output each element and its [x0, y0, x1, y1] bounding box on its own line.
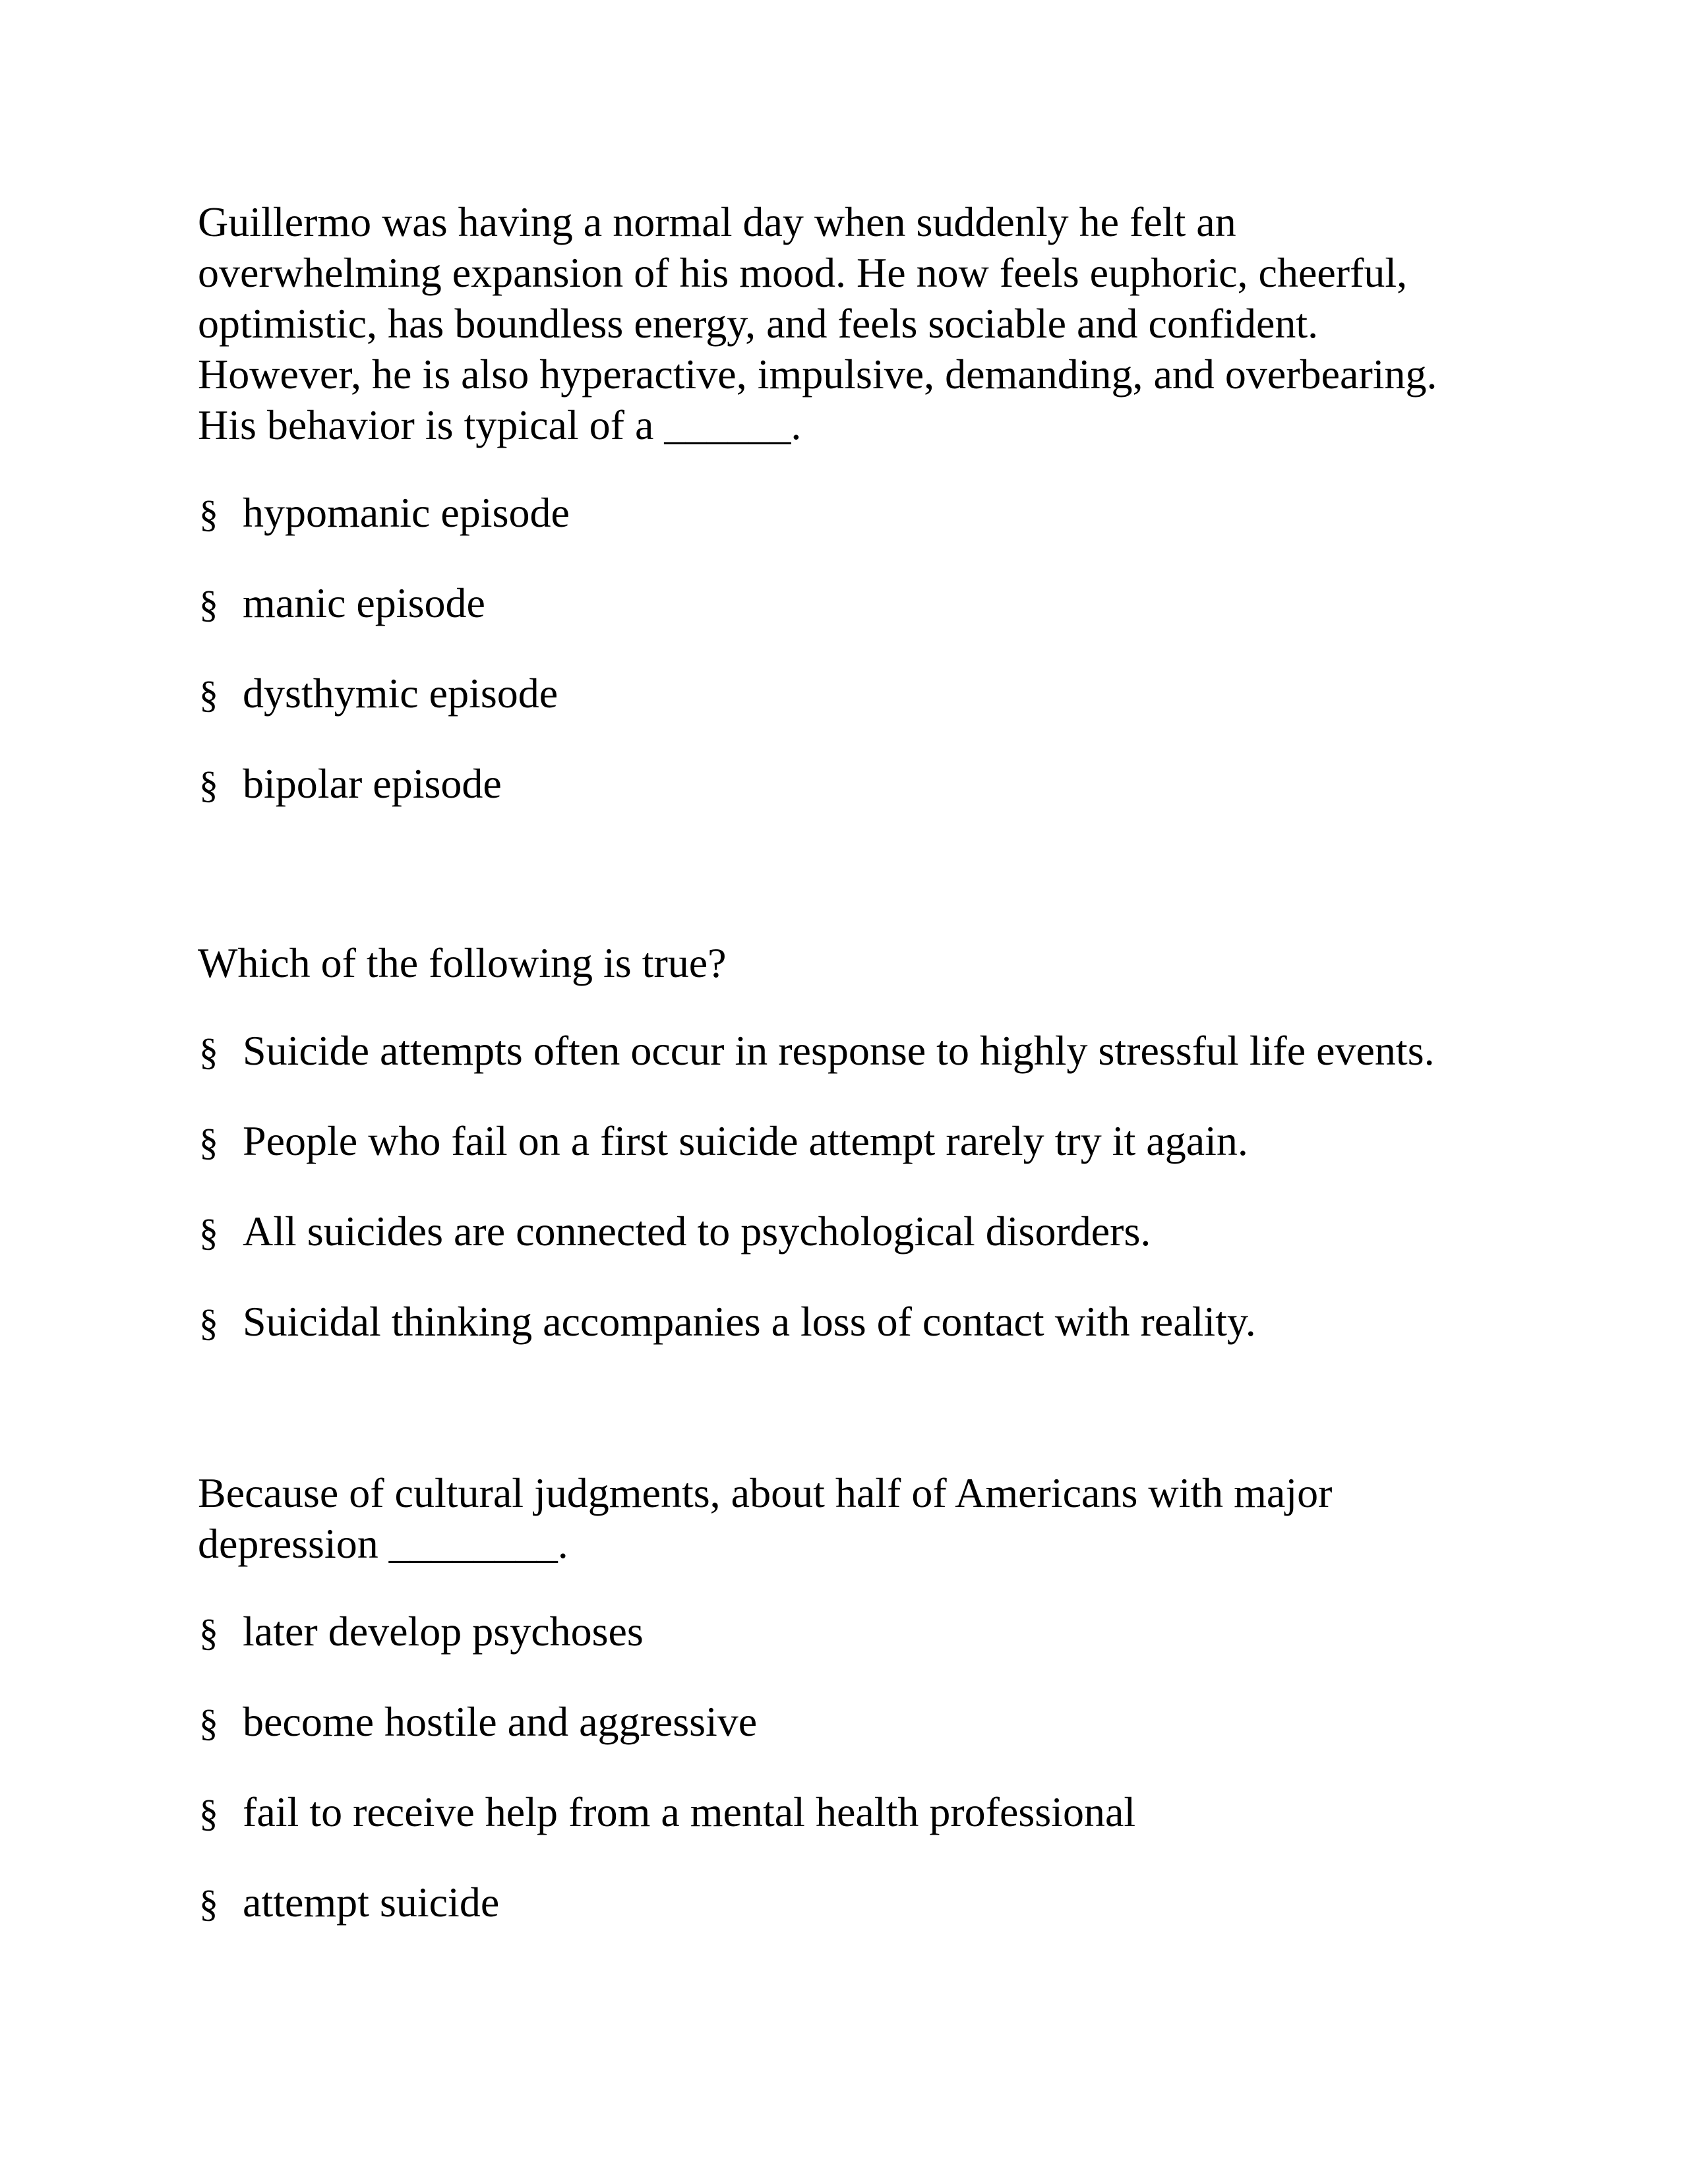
option-text: later develop psychoses — [243, 1608, 644, 1655]
option-text: bipolar episode — [243, 760, 502, 807]
section-sign-bullet-icon: § — [199, 673, 218, 716]
section-sign-bullet-icon: § — [199, 1701, 218, 1744]
question-1-stem-line-2: overwhelming expansion of his mood. He now feels euphoric, cheerful, — [198, 249, 1408, 296]
question-3-option-a[interactable] — [198, 1606, 1530, 1658]
question-1-stem-line-3: optimistic, has boundless energy, and feels sociable and confident. — [198, 300, 1319, 347]
question-3-stem-line-2: depression ________. — [198, 1520, 568, 1567]
option-text: Suicidal thinking accompanies a loss of contact with reality. — [243, 1298, 1256, 1345]
question-2-stem-line-1: Which of the following is true? — [198, 939, 727, 986]
question-2-options — [198, 1025, 1530, 1348]
section-sign-bullet-icon: § — [199, 1792, 218, 1835]
section-sign-bullet-icon: § — [199, 1301, 218, 1344]
option-text: attempt suicide — [243, 1879, 500, 1926]
section-sign-bullet-icon: § — [199, 1030, 218, 1073]
section-sign-bullet-icon: § — [199, 1611, 218, 1654]
section-sign-bullet-icon: § — [199, 1882, 218, 1925]
option-text: Suicide attempts often occur in response to highly stressful life events. — [243, 1027, 1435, 1074]
question-3-stem — [198, 1467, 1530, 1569]
question-1-options — [198, 487, 1530, 810]
option-text: manic episode — [243, 579, 485, 626]
question-2-option-d[interactable] — [198, 1296, 1530, 1348]
section-sign-bullet-icon: § — [199, 583, 218, 626]
question-3-option-d[interactable] — [198, 1877, 1530, 1929]
option-text: hypomanic episode — [243, 489, 570, 536]
question-3 — [198, 1467, 1530, 1929]
question-2-stem — [198, 937, 1530, 988]
option-text: All suicides are connected to psychological disorders. — [243, 1208, 1151, 1254]
question-1-stem-line-5: His behavior is typical of a ______. — [198, 401, 802, 448]
option-text: become hostile and aggressive — [243, 1698, 758, 1745]
question-3-option-b[interactable] — [198, 1696, 1530, 1748]
question-3-option-c[interactable] — [198, 1786, 1530, 1839]
question-2-option-b[interactable] — [198, 1115, 1530, 1167]
question-1-stem-line-4: However, he is also hyperactive, impulsive, demanding, and overbearing. — [198, 351, 1437, 398]
question-1-option-a[interactable] — [198, 487, 1530, 539]
section-sign-bullet-icon: § — [199, 1121, 218, 1164]
question-1-option-c[interactable] — [198, 668, 1530, 720]
question-3-options — [198, 1606, 1530, 1929]
question-2-option-a[interactable] — [198, 1025, 1530, 1077]
option-text: People who fail on a first suicide attempt rarely try it again. — [243, 1117, 1248, 1164]
option-text: fail to receive help from a mental health professional — [243, 1788, 1136, 1835]
section-sign-bullet-icon: § — [199, 492, 218, 535]
question-2-option-c[interactable] — [198, 1206, 1530, 1258]
question-1-option-d[interactable] — [198, 758, 1530, 810]
question-2 — [198, 937, 1530, 1348]
question-1-stem-line-1: Guillermo was having a normal day when suddenly he felt an — [198, 198, 1236, 245]
question-1-option-b[interactable] — [198, 577, 1530, 630]
question-3-stem-line-1: Because of cultural judgments, about half of Americans with major — [198, 1469, 1333, 1516]
section-sign-bullet-icon: § — [199, 763, 218, 806]
question-1 — [198, 196, 1530, 810]
option-text: dysthymic episode — [243, 670, 558, 717]
section-sign-bullet-icon: § — [199, 1211, 218, 1254]
question-1-stem — [198, 196, 1530, 450]
